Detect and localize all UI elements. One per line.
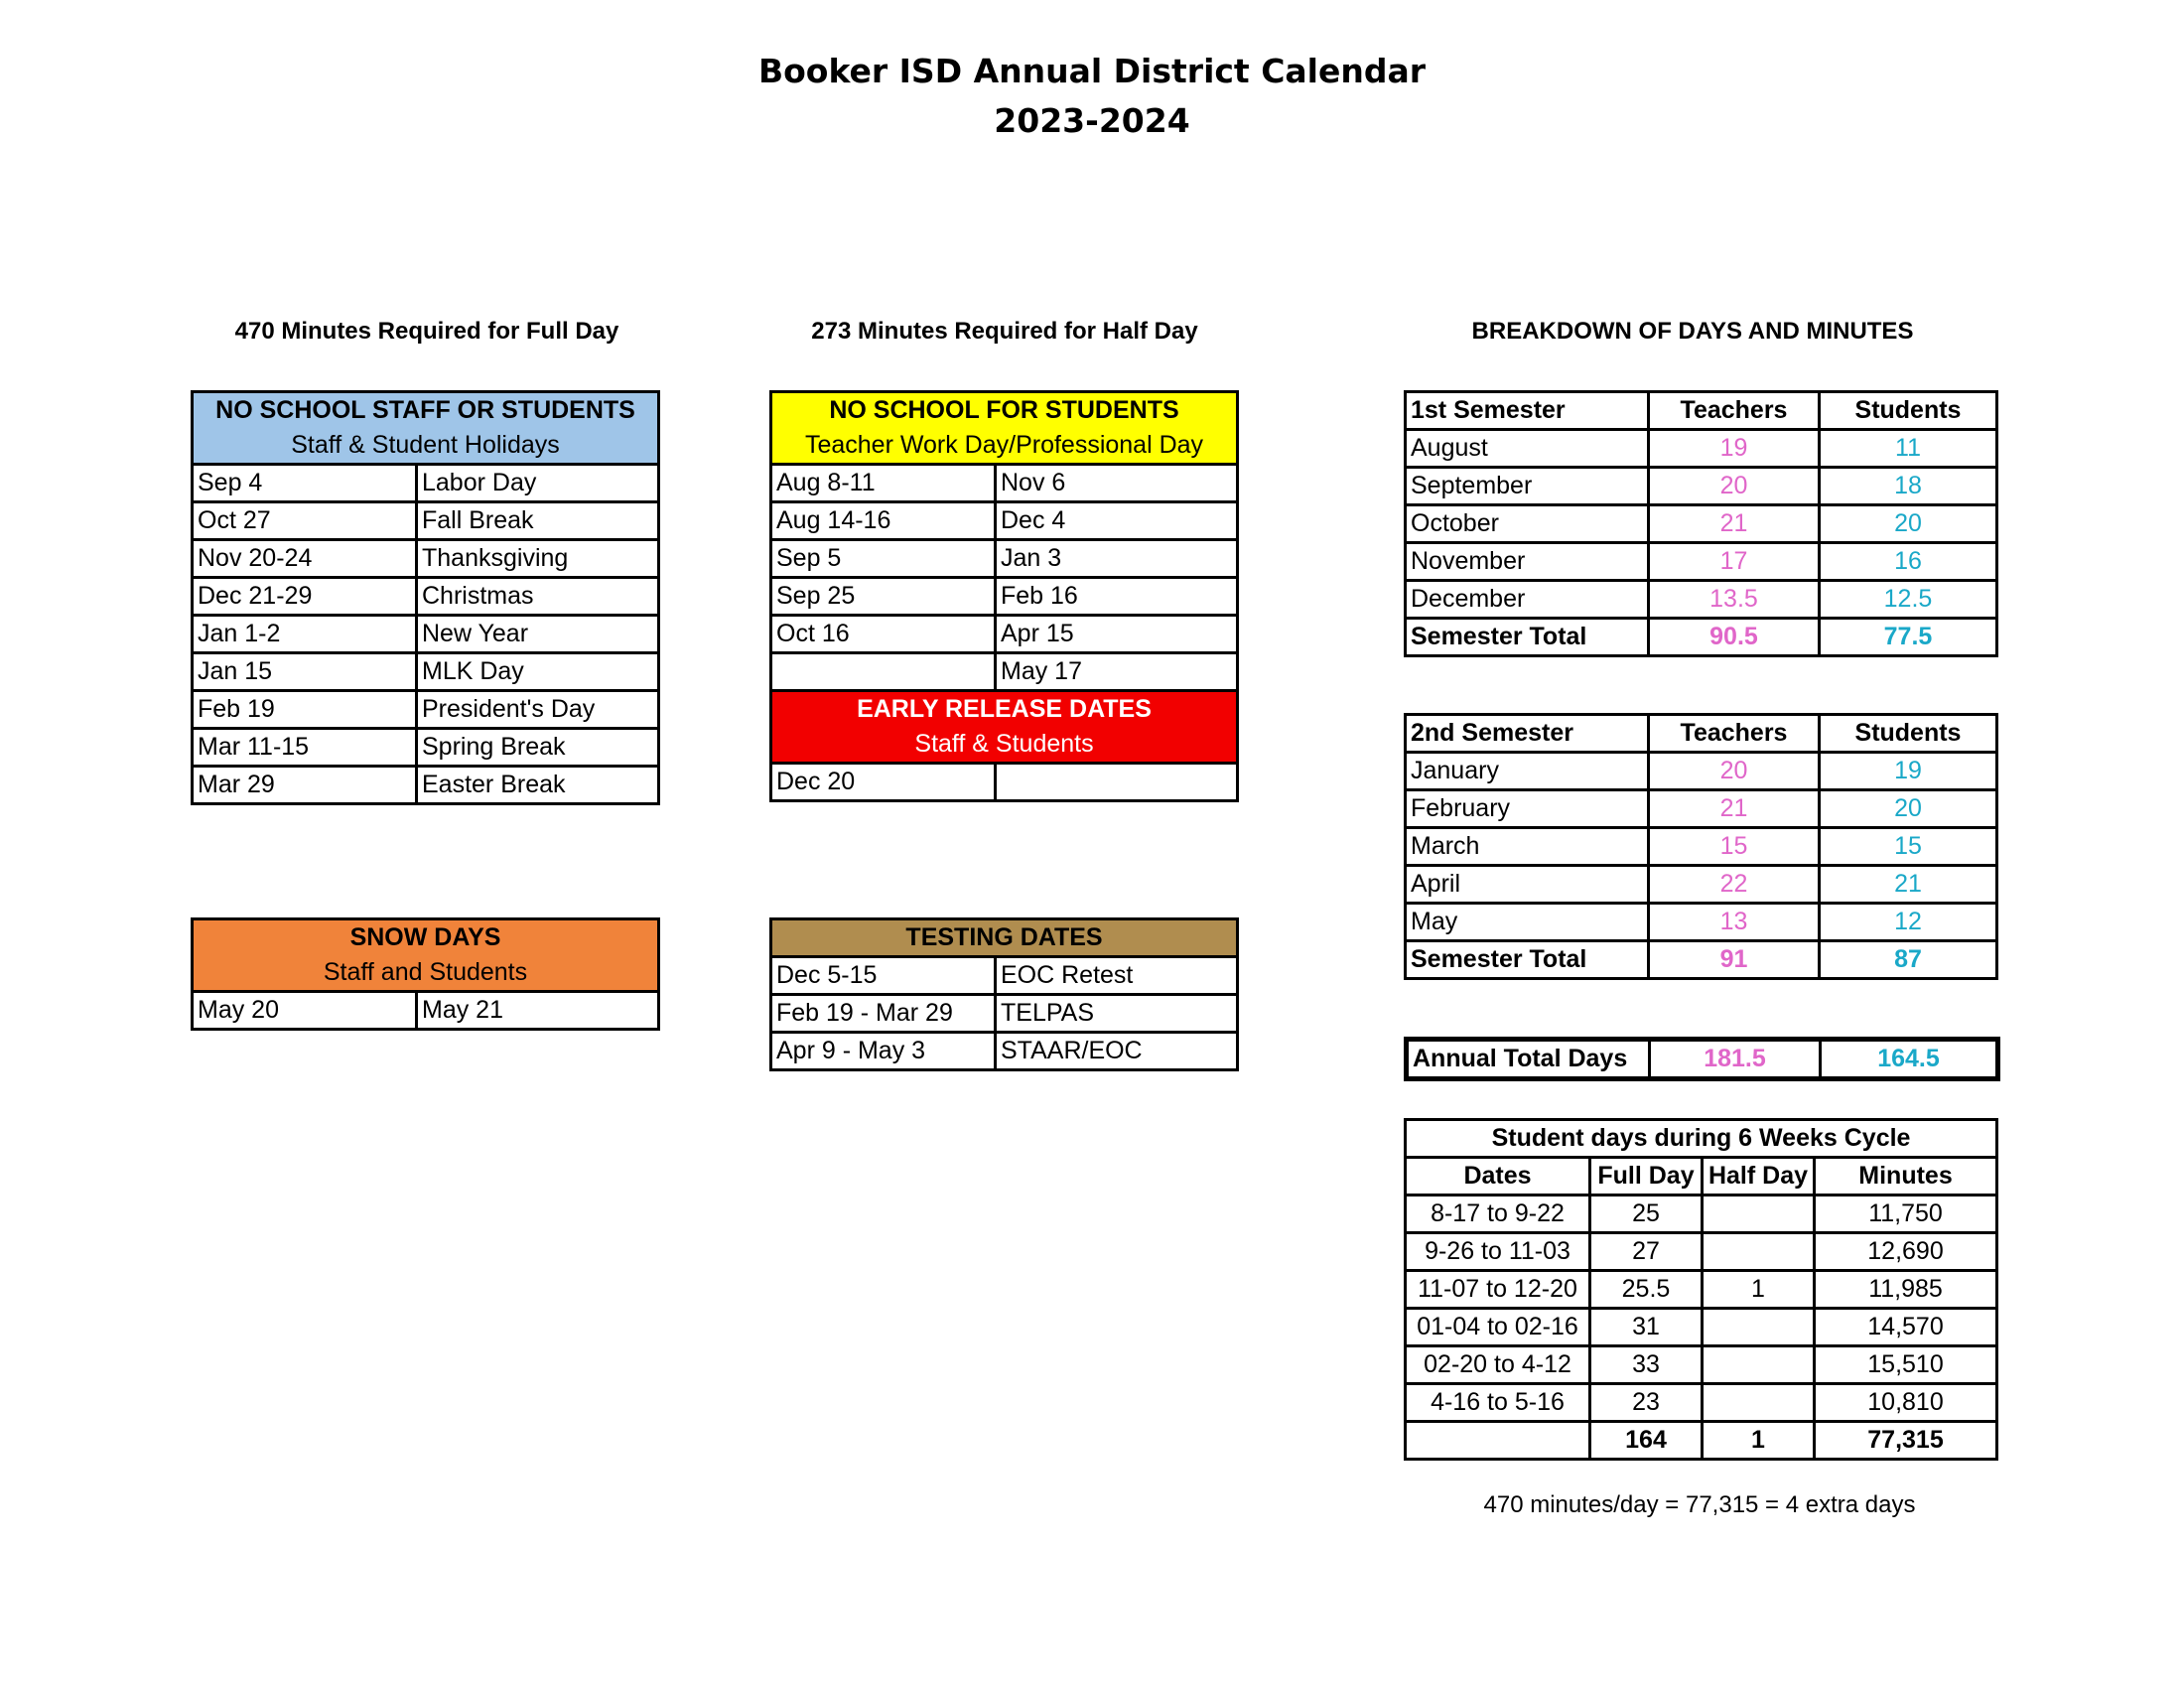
table-row xyxy=(1406,790,1997,828)
breakdown-heading: BREAKDOWN OF DAYS AND MINUTES xyxy=(1471,318,1914,345)
table-row xyxy=(1406,430,1997,468)
table-row xyxy=(1406,1271,1997,1309)
no-school-students-subtitle: Teacher Work Day/Professional Day xyxy=(771,428,1238,465)
month-cell: October xyxy=(1406,505,1649,543)
dates-header: Dates xyxy=(1406,1158,1590,1196)
table-row xyxy=(1406,904,1997,941)
month-cell: March xyxy=(1406,828,1649,866)
no-school-all-subtitle: Staff & Student Holidays xyxy=(193,428,659,465)
teachers-cell: 22 xyxy=(1649,866,1820,904)
cycle-table xyxy=(1404,1118,1998,1461)
semester2-header: 2nd Semester xyxy=(1406,715,1649,753)
minutes-cell: 15,510 xyxy=(1815,1346,1997,1384)
date-cell: Nov 6 xyxy=(996,465,1238,502)
full-day-heading: 470 Minutes Required for Full Day xyxy=(234,318,619,345)
table-row xyxy=(771,653,1238,691)
total-half-day: 1 xyxy=(1703,1422,1815,1460)
date-cell: Feb 19 - Mar 29 xyxy=(771,995,996,1033)
table-row xyxy=(193,465,659,502)
annual-total-label: Annual Total Days xyxy=(1407,1040,1650,1079)
total-full-day: 164 xyxy=(1590,1422,1703,1460)
table-row xyxy=(1406,753,1997,790)
page-subtitle-year: 2023-2024 xyxy=(994,101,1190,140)
test-name-cell: EOC Retest xyxy=(996,957,1238,995)
table-row xyxy=(1406,1196,1997,1233)
total-label: Semester Total xyxy=(1406,619,1649,656)
full-day-cell: 25.5 xyxy=(1590,1271,1703,1309)
date-cell: Nov 20-24 xyxy=(193,540,417,578)
date-cell: Apr 9 - May 3 xyxy=(771,1033,996,1070)
date-cell: May 20 xyxy=(193,992,417,1030)
half-day-header: Half Day xyxy=(1703,1158,1815,1196)
table-row xyxy=(193,992,659,1030)
cycle-total-row xyxy=(1406,1422,1997,1460)
half-day-cell xyxy=(1703,1384,1815,1422)
date-cell xyxy=(996,764,1238,801)
table-row xyxy=(771,540,1238,578)
teachers-cell: 19 xyxy=(1649,430,1820,468)
annual-total-row xyxy=(1407,1040,1998,1079)
event-cell: Fall Break xyxy=(417,502,659,540)
full-day-cell: 25 xyxy=(1590,1196,1703,1233)
teachers-cell: 20 xyxy=(1649,753,1820,790)
table-row xyxy=(771,502,1238,540)
date-cell: Oct 16 xyxy=(771,616,996,653)
teachers-cell: 21 xyxy=(1649,505,1820,543)
table-row xyxy=(1406,1309,1997,1346)
dates-cell: 8-17 to 9-22 xyxy=(1406,1196,1590,1233)
total-label: Semester Total xyxy=(1406,941,1649,979)
half-day-cell xyxy=(1703,1309,1815,1346)
minutes-header: Minutes xyxy=(1815,1158,1997,1196)
event-cell: President's Day xyxy=(417,691,659,729)
early-release-title: EARLY RELEASE DATES xyxy=(771,691,1238,728)
students-cell: 16 xyxy=(1820,543,1997,581)
event-cell: Thanksgiving xyxy=(417,540,659,578)
no-school-students-table xyxy=(769,390,1239,802)
minutes-cell: 11,985 xyxy=(1815,1271,1997,1309)
half-day-cell xyxy=(1703,1346,1815,1384)
date-cell: Aug 14-16 xyxy=(771,502,996,540)
no-school-students-title: NO SCHOOL FOR STUDENTS xyxy=(771,392,1238,429)
students-cell: 12.5 xyxy=(1820,581,1997,619)
table-row xyxy=(771,616,1238,653)
month-cell: January xyxy=(1406,753,1649,790)
table-row xyxy=(193,691,659,729)
event-cell: Spring Break xyxy=(417,729,659,767)
date-cell: Mar 11-15 xyxy=(193,729,417,767)
half-day-cell xyxy=(1703,1196,1815,1233)
teachers-cell: 21 xyxy=(1649,790,1820,828)
table-row xyxy=(1406,1346,1997,1384)
semester1-table xyxy=(1404,390,1998,657)
semester2-table xyxy=(1404,713,1998,980)
table-row xyxy=(193,616,659,653)
table-row xyxy=(1406,505,1997,543)
students-cell: 19 xyxy=(1820,753,1997,790)
date-cell: Dec 5-15 xyxy=(771,957,996,995)
semester1-total-row xyxy=(1406,619,1997,656)
test-name-cell: STAAR/EOC xyxy=(996,1033,1238,1070)
full-day-cell: 23 xyxy=(1590,1384,1703,1422)
total-minutes: 77,315 xyxy=(1815,1422,1997,1460)
date-cell: Sep 25 xyxy=(771,578,996,616)
month-cell: August xyxy=(1406,430,1649,468)
semester2-total-row xyxy=(1406,941,1997,979)
table-row xyxy=(1406,866,1997,904)
students-header: Students xyxy=(1820,392,1997,430)
date-cell: Sep 5 xyxy=(771,540,996,578)
teachers-cell: 13 xyxy=(1649,904,1820,941)
table-row xyxy=(1406,543,1997,581)
full-day-header: Full Day xyxy=(1590,1158,1703,1196)
table-row xyxy=(193,578,659,616)
snow-days-table xyxy=(191,917,660,1031)
testing-dates-table xyxy=(769,917,1239,1071)
minutes-cell: 10,810 xyxy=(1815,1384,1997,1422)
full-day-cell: 31 xyxy=(1590,1309,1703,1346)
date-cell: Oct 27 xyxy=(193,502,417,540)
page-title: Booker ISD Annual District Calendar xyxy=(757,52,1427,90)
students-header: Students xyxy=(1820,715,1997,753)
minutes-cell: 14,570 xyxy=(1815,1309,1997,1346)
teachers-cell: 15 xyxy=(1649,828,1820,866)
table-row xyxy=(1406,581,1997,619)
total-dates-cell xyxy=(1406,1422,1590,1460)
semester1-header: 1st Semester xyxy=(1406,392,1649,430)
half-day-cell xyxy=(1703,1233,1815,1271)
date-cell: Dec 4 xyxy=(996,502,1238,540)
date-cell: Jan 3 xyxy=(996,540,1238,578)
date-cell: Jan 1-2 xyxy=(193,616,417,653)
table-row xyxy=(1406,828,1997,866)
dates-cell: 02-20 to 4-12 xyxy=(1406,1346,1590,1384)
teachers-total: 91 xyxy=(1649,941,1820,979)
early-release-subtitle: Staff & Students xyxy=(771,727,1238,764)
minutes-cell: 11,750 xyxy=(1815,1196,1997,1233)
teachers-header: Teachers xyxy=(1649,392,1820,430)
date-cell: Feb 19 xyxy=(193,691,417,729)
dates-cell: 9-26 to 11-03 xyxy=(1406,1233,1590,1271)
no-school-all-table xyxy=(191,390,660,805)
table-row xyxy=(193,653,659,691)
test-name-cell: TELPAS xyxy=(996,995,1238,1033)
minutes-note: 470 minutes/day = 77,315 = 4 extra days xyxy=(1483,1491,1916,1518)
date-cell: Feb 16 xyxy=(996,578,1238,616)
students-cell: 12 xyxy=(1820,904,1997,941)
table-row xyxy=(193,502,659,540)
date-cell: Apr 15 xyxy=(996,616,1238,653)
table-row xyxy=(771,957,1238,995)
month-cell: April xyxy=(1406,866,1649,904)
students-cell: 20 xyxy=(1820,790,1997,828)
month-cell: February xyxy=(1406,790,1649,828)
table-row xyxy=(1406,1233,1997,1271)
testing-dates-title: TESTING DATES xyxy=(771,919,1238,957)
snow-days-subtitle: Staff and Students xyxy=(193,955,659,992)
date-cell: Jan 15 xyxy=(193,653,417,691)
month-cell: September xyxy=(1406,468,1649,505)
students-total: 87 xyxy=(1820,941,1997,979)
dates-cell: 4-16 to 5-16 xyxy=(1406,1384,1590,1422)
teachers-cell: 17 xyxy=(1649,543,1820,581)
table-row xyxy=(193,767,659,804)
dates-cell: 11-07 to 12-20 xyxy=(1406,1271,1590,1309)
date-cell xyxy=(771,653,996,691)
event-cell: Christmas xyxy=(417,578,659,616)
half-day-cell: 1 xyxy=(1703,1271,1815,1309)
teachers-cell: 20 xyxy=(1649,468,1820,505)
date-cell: Aug 8-11 xyxy=(771,465,996,502)
date-cell: Dec 21-29 xyxy=(193,578,417,616)
table-row xyxy=(1406,1384,1997,1422)
teachers-header: Teachers xyxy=(1649,715,1820,753)
full-day-cell: 27 xyxy=(1590,1233,1703,1271)
event-cell: Easter Break xyxy=(417,767,659,804)
no-school-all-title: NO SCHOOL STAFF OR STUDENTS xyxy=(193,392,659,429)
event-cell: MLK Day xyxy=(417,653,659,691)
table-row xyxy=(771,1033,1238,1070)
month-cell: November xyxy=(1406,543,1649,581)
annual-teachers-total: 181.5 xyxy=(1650,1040,1821,1079)
event-cell: New Year xyxy=(417,616,659,653)
students-cell: 15 xyxy=(1820,828,1997,866)
annual-total-table xyxy=(1404,1037,2000,1081)
students-cell: 11 xyxy=(1820,430,1997,468)
date-cell: Mar 29 xyxy=(193,767,417,804)
date-cell: Dec 20 xyxy=(771,764,996,801)
cycle-title: Student days during 6 Weeks Cycle xyxy=(1406,1120,1997,1158)
table-row xyxy=(193,540,659,578)
students-cell: 18 xyxy=(1820,468,1997,505)
table-row xyxy=(771,995,1238,1033)
full-day-cell: 33 xyxy=(1590,1346,1703,1384)
annual-students-total: 164.5 xyxy=(1821,1040,1998,1079)
event-cell: Labor Day xyxy=(417,465,659,502)
table-row xyxy=(771,764,1238,801)
date-cell: May 21 xyxy=(417,992,659,1030)
dates-cell: 01-04 to 02-16 xyxy=(1406,1309,1590,1346)
date-cell: Sep 4 xyxy=(193,465,417,502)
half-day-heading: 273 Minutes Required for Half Day xyxy=(811,318,1198,345)
date-cell: May 17 xyxy=(996,653,1238,691)
table-row xyxy=(771,465,1238,502)
students-total: 77.5 xyxy=(1820,619,1997,656)
teachers-total: 90.5 xyxy=(1649,619,1820,656)
students-cell: 21 xyxy=(1820,866,1997,904)
table-row xyxy=(771,578,1238,616)
table-row xyxy=(1406,468,1997,505)
students-cell: 20 xyxy=(1820,505,1997,543)
month-cell: December xyxy=(1406,581,1649,619)
table-row xyxy=(193,729,659,767)
month-cell: May xyxy=(1406,904,1649,941)
snow-days-title: SNOW DAYS xyxy=(193,919,659,956)
minutes-cell: 12,690 xyxy=(1815,1233,1997,1271)
teachers-cell: 13.5 xyxy=(1649,581,1820,619)
